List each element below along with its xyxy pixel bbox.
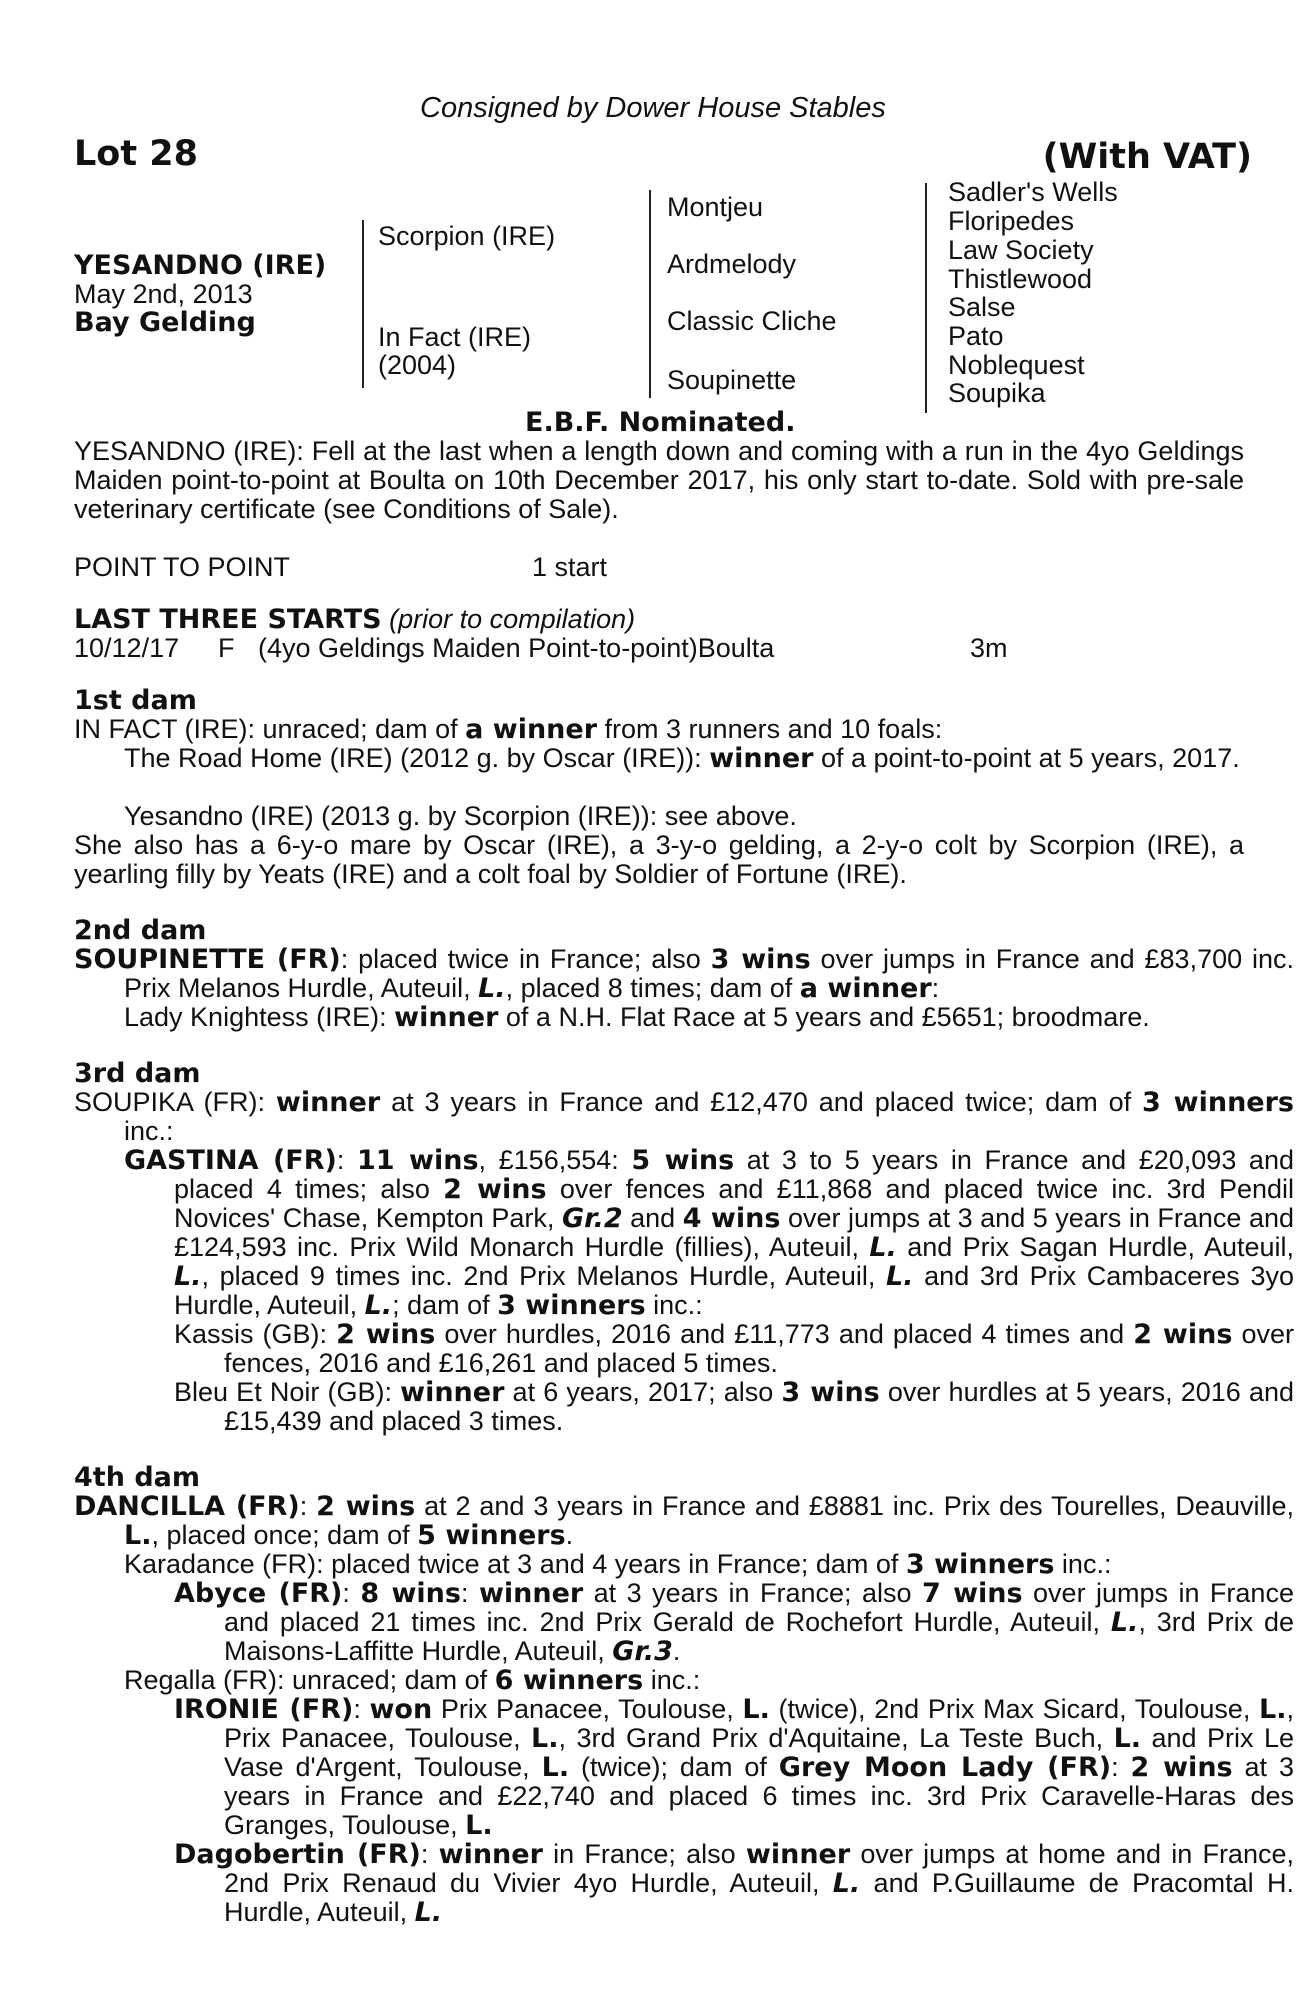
first-dam-intro: IN FACT (IRE): unraced; dam of a winner from 3 runners and 10 foals: — [74, 714, 943, 745]
gastina-entry: GASTINA (FR): 11 wins, £156,554: 5 wins at 3 to 5 years in France and £20,093 and placed 4 times; also 2 wins over fences and £11,868 and placed twice inc. 3rd Pendil Novices' Chase, Kempton Park, Gr.2 and 4 wins over jumps at 3 and 5 years in France and £124,593 inc. Prix Wild Monarch Hurdle (fillies), Auteuil, L. and Prix Sagan Hurdle, Auteuil, L., placed 9 times inc. 2nd Prix Melanos Hurdle, Auteuil, L. and 3rd Prix Cambaceres 3yo Hurdle, Auteuil, L.; dam of 3 winners inc.: — [124, 1145, 1295, 1321]
pedigree-sire-dam: Ardmelody — [667, 249, 797, 279]
fourth-dam-entry: DANCILLA (FR): 2 wins at 2 and 3 years in France and £8881 inc. Prix des Tourelles, Deauville, L., placed once; dam of 5 winners. — [74, 1491, 1294, 1551]
abyce-entry: Abyce (FR): 8 wins: winner at 3 years in France; also 7 wins over jumps in France and placed 21 times inc. 2nd Prix Gerald de Rochefort Hurdle, Auteuil, L., 3rd Prix de Maisons-Laffitte Hurdle, Auteuil, Gr.3. — [174, 1578, 1295, 1667]
lot-number: Lot 28 — [74, 134, 198, 174]
pedigree-ggp-1: Sadler's Wells — [948, 177, 1118, 207]
horse-name: YESANDNO (IRE) — [74, 250, 327, 281]
karadance-entry: Karadance (FR): placed twice at 3 and 4 years in France; dam of 3 winners inc.: — [124, 1549, 1112, 1580]
third-dam-heading: 3rd dam — [74, 1058, 201, 1089]
record-value: 1 start — [532, 552, 608, 582]
ebf-nomination: E.B.F. Nominated. — [525, 407, 796, 438]
record-label: POINT TO POINT — [74, 552, 291, 582]
second-dam-entry: SOUPINETTE (FR): placed twice in France; also 3 wins over jumps in France and £83,700 inc. Prix Melanos Hurdle, Auteuil, L., placed 8 times; dam of a winner: — [74, 944, 1294, 1004]
regalla-entry: Regalla (FR): unraced; dam of 6 winners inc.: — [124, 1665, 701, 1696]
start-race: (4yo Geldings Maiden Point-to-point)Boulta — [258, 633, 775, 663]
first-dam-produce-1: The Road Home (IRE) (2012 g. by Oscar (IRE)): winner of a point-to-point at 5 years, 2017. — [124, 743, 1240, 774]
pedigree-ggp-4: Thistlewood — [948, 264, 1093, 294]
ironie-entry: IRONIE (FR): won Prix Panacee, Toulouse, L. (twice), 2nd Prix Max Sicard, Toulouse, L., Prix Panacee, Toulouse, L., 3rd Grand Prix d'Aquitaine, La Teste Buch, L. and Prix Le Vase d'Argent, Toulouse, L. (twice); dam of Grey Moon Lady (FR): 2 wins at 3 years in France and £22,740 and placed 6 times inc. 3rd Prix Caravelle-Haras des Granges, Toulouse, L. — [174, 1694, 1294, 1841]
horse-description: Bay Gelding — [74, 307, 256, 338]
pedigree-ggp-8: Soupika — [948, 378, 1046, 408]
dagobertin-entry: Dagobertin (FR): winner in France; also winner over jumps at home and in France, 2nd Prix Renaud du Vivier 4yo Hurdle, Auteuil, L. and P.Guillaume de Pracomtal H. Hurdle, Auteuil, L. — [174, 1839, 1294, 1928]
horse-summary: YESANDNO (IRE): Fell at the last when a length down and coming with a run in the 4yo Geldings Maiden point-to-point at Boulta on 10th December 2017, his only start to-date. Sold with pre-sale veterinary certificate (see Conditions of Sale). — [74, 436, 1244, 524]
pedigree-ggp-3: Law Society — [948, 235, 1094, 265]
second-dam-produce: Lady Knightess (IRE): winner of a N.H. Flat Race at 5 years and £5651; broodmare. — [124, 1002, 1150, 1033]
kassis-entry: Kassis (GB): 2 wins over hurdles, 2016 and £11,773 and placed 4 times and 2 wins over fences, 2016 and £16,261 and placed 5 times. — [174, 1319, 1294, 1378]
pedigree-dam-year: (2004) — [378, 350, 457, 380]
pedigree-sire-sire: Montjeu — [667, 192, 764, 222]
first-dam-produce-2: Yesandno (IRE) (2013 g. by Scorpion (IRE)): see above. — [124, 801, 797, 831]
pedigree-ggp-6: Pato — [948, 321, 1004, 351]
pedigree-dam-dam: Soupinette — [667, 365, 797, 395]
pedigree-ggp-5: Salse — [948, 292, 1016, 322]
start-result: F — [218, 633, 235, 663]
bleu-et-noir-entry: Bleu Et Noir (GB): winner at 6 years, 2017; also 3 wins over hurdles at 5 years, 2016 and £15,439 and placed 3 times. — [174, 1377, 1294, 1436]
last-starts-note: (prior to compilation) — [389, 604, 636, 634]
pedigree-dam: In Fact (IRE) — [378, 322, 532, 352]
start-date: 10/12/17 — [74, 633, 180, 663]
pedigree-divider-2 — [649, 190, 651, 398]
start-distance: 3m — [970, 633, 1008, 663]
fourth-dam-heading: 4th dam — [74, 1462, 200, 1493]
first-dam-other-produce: She also has a 6-y-o mare by Oscar (IRE), a 3-y-o gelding, a 2-y-o colt by Scorpion (IRE), a yearling filly by Yeats (IRE) and a colt foal by Soldier of Fortune (IRE). — [74, 830, 1244, 889]
pedigree-divider-3 — [925, 183, 927, 413]
pedigree-dam-sire: Classic Cliche — [667, 306, 837, 336]
horse-foaled: May 2nd, 2013 — [74, 279, 253, 309]
pedigree-divider-1 — [362, 220, 364, 388]
pedigree-ggp-2: Floripedes — [948, 206, 1075, 236]
first-dam-heading: 1st dam — [74, 685, 197, 716]
last-starts-heading: LAST THREE STARTS — [74, 604, 382, 635]
vat-note: (With VAT) — [1042, 137, 1252, 177]
pedigree-sire: Scorpion (IRE) — [378, 221, 556, 251]
third-dam-entry: SOUPIKA (FR): winner at 3 years in France and £12,470 and placed twice; dam of 3 winners inc.: — [74, 1087, 1294, 1146]
second-dam-heading: 2nd dam — [74, 915, 207, 946]
consignor-line: Consigned by Dower House Stables — [420, 92, 886, 124]
pedigree-ggp-7: Noblequest — [948, 350, 1085, 380]
